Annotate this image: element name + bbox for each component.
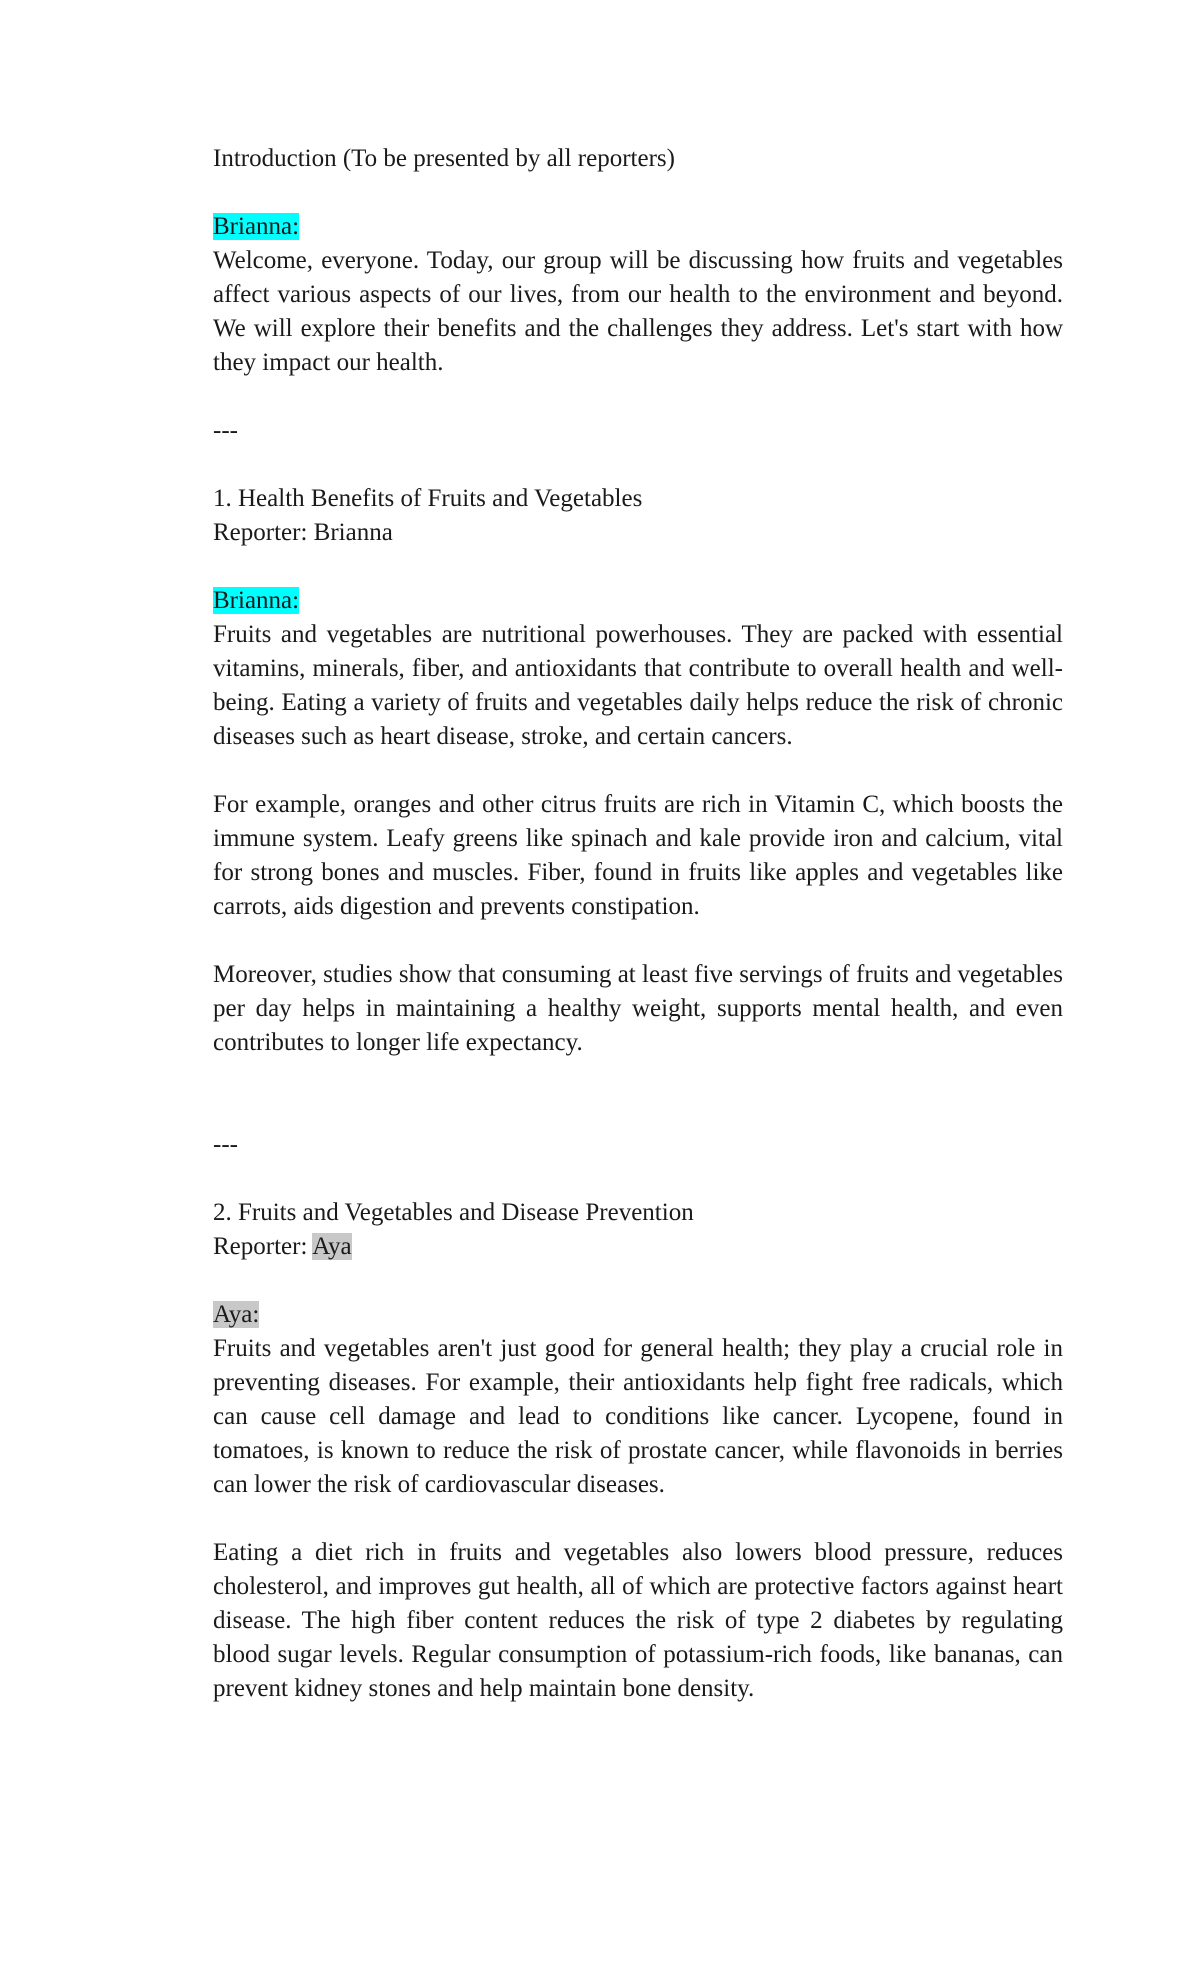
speaker-highlight-aya: Aya: — [213, 1301, 260, 1328]
reporter-name: Brianna — [313, 519, 393, 546]
reporter-name-highlight: Aya — [312, 1233, 352, 1260]
reporter-label: Reporter: — [213, 519, 314, 546]
intro-heading: Introduction (To be presented by all reporters) — [213, 145, 675, 172]
section-2-reporter — [213, 1230, 1063, 1264]
spacer — [213, 754, 1063, 788]
spacer — [213, 924, 1063, 958]
section-2-title: 2. Fruits and Vegetables and Disease Prevention — [213, 1199, 694, 1226]
separator-2: --- — [213, 1131, 238, 1158]
intro-speaker-line — [213, 210, 1063, 244]
speaker-highlight-brianna: Brianna: — [213, 587, 300, 614]
section-1-reporter — [213, 516, 1063, 550]
spacer — [213, 550, 1063, 584]
spacer — [213, 1162, 1063, 1196]
section-1-paragraph-3: Moreover, studies show that consuming at least five servings of fruits and vegetables per day helps in maintaining a healthy weight, supports mental health, and even contributes to longer life expectancy. — [213, 961, 1063, 1056]
spacer — [213, 1060, 1063, 1128]
reporter-label: Reporter: — [213, 1233, 313, 1260]
section-1-speaker-line — [213, 584, 1063, 618]
spacer — [213, 176, 1063, 210]
document-page — [213, 142, 1063, 1706]
section-2-paragraph-2: Eating a diet rich in fruits and vegetables also lowers blood pressure, reduces cholesterol, and improves gut health, all of which are protective factors against heart disease. The high fiber content reduces the risk of type 2 diabetes by regulating blood sugar levels. Regular consumption of potassium-rich foods, like bananas, can prevent kidney stones and help maintain bone density. — [213, 1539, 1063, 1702]
spacer — [213, 448, 1063, 482]
section-2-speaker-line — [213, 1298, 1063, 1332]
separator-1: --- — [213, 417, 238, 444]
spacer — [213, 1264, 1063, 1298]
speaker-highlight-brianna: Brianna: — [213, 213, 300, 240]
section-1-paragraph-2: For example, oranges and other citrus fruits are rich in Vitamin C, which boosts the immune system. Leafy greens like spinach and kale provide iron and calcium, vital for strong bones and muscles. Fiber, found in fruits like apples and vegetables like carrots, aids digestion and prevents constipation. — [213, 791, 1063, 920]
section-1-paragraph-1: Fruits and vegetables are nutritional powerhouses. They are packed with essential vitamins, minerals, fiber, and antioxidants that contribute to overall health and well-being. Eating a variety of fruits and vegetables daily helps reduce the risk of chronic diseases such as heart disease, stroke, and certain cancers. — [213, 621, 1063, 750]
spacer — [213, 380, 1063, 414]
intro-paragraph: Welcome, everyone. Today, our group will be discussing how fruits and vegetables affect various aspects of our lives, from our health to the environment and beyond. We will explore their benefits and the challenges they address. Let's start with how they impact our health. — [213, 247, 1063, 376]
spacer — [213, 1502, 1063, 1536]
section-2-paragraph-1: Fruits and vegetables aren't just good for general health; they play a crucial role in preventing diseases. For example, their antioxidants help fight free radicals, which can cause cell damage and lead to conditions like cancer. Lycopene, found in tomatoes, is known to reduce the risk of prostate cancer, while flavonoids in berries can lower the risk of cardiovascular diseases. — [213, 1335, 1063, 1498]
section-1-title: 1. Health Benefits of Fruits and Vegetables — [213, 485, 643, 512]
